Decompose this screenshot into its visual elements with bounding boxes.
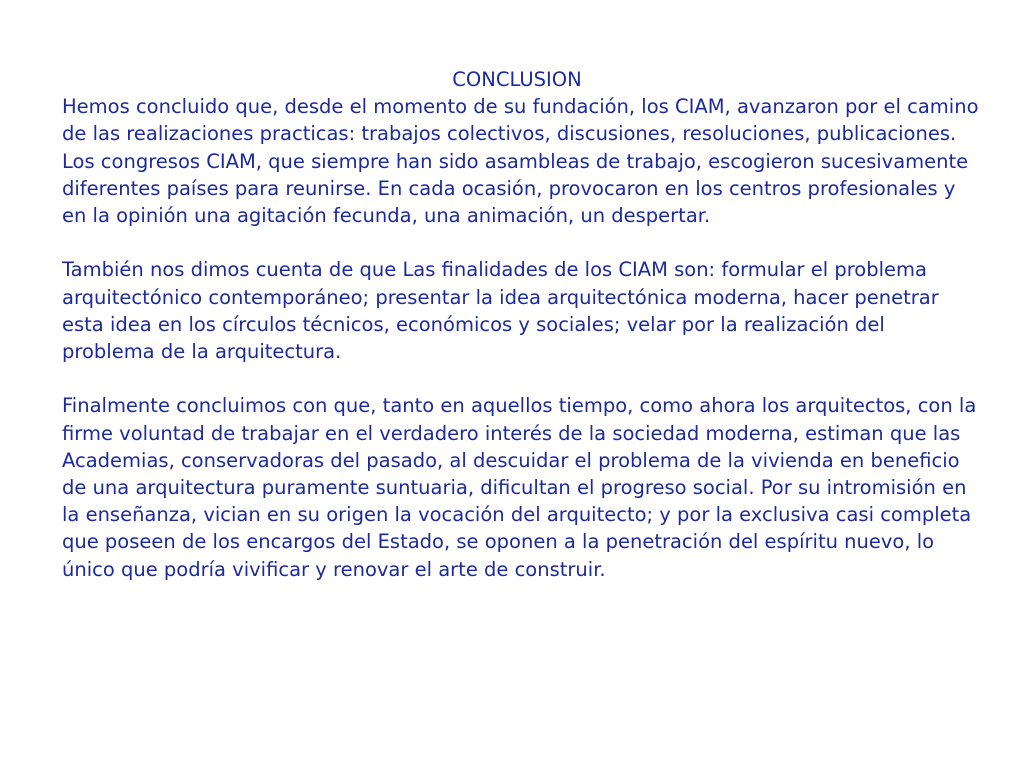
paragraph-spacer — [62, 365, 982, 392]
paragraph-founding: Hemos concluido que, desde el momento de su fundación, los CIAM, avanzaron por el camino de las realizaciones practicas: trabajos colectivos, discusiones, resoluciones, publicaciones. Los congresos CIAM, que siempre han sido asambleas de trabajo, escogieron sucesivamente diferentes países para reunirse. En cada ocasión, provocaron en los centros profesionales y en la opinión una agitación fecunda, una animación, un despertar. — [62, 95, 979, 228]
paragraph-final: Finalmente concluimos con que, tanto en aquellos tiempo, como ahora los arquitectos, con la firme voluntad de trabajar en el verdadero interés de la sociedad moderna, estiman que las Academias, conservadoras del pasado, al descuidar el problema de la vivienda en beneficio de una arquitectura puramente suntuaria, dificultan el progreso social. Por su intromisión en la enseñanza, vician en su origen la vocación del arquitecto; y por la exclusiva casi completa que poseen de los encargos del Estado, se oponen a la penetración del espíritu nuevo, lo único que podría vivificar y renovar el arte de construir. — [62, 394, 977, 581]
slide-title: CONCLUSION — [452, 68, 582, 91]
paragraph-spacer — [62, 229, 982, 256]
slide-content — [62, 66, 982, 583]
paragraph-objectives: También nos dimos cuenta de que Las finalidades de los CIAM son: formular el problema arquitectónico contemporáneo; presentar la idea arquitectónica moderna, hacer penetrar esta idea en los círculos técnicos, económicos y sociales; velar por la realización del problema de la arquitectura. — [62, 258, 939, 364]
